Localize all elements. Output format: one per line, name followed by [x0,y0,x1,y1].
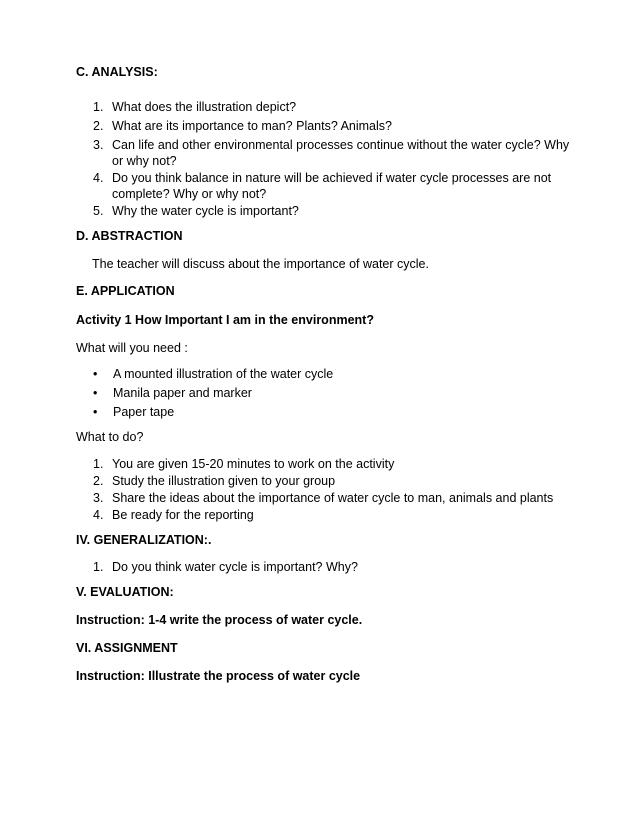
list-number: 4. [93,508,104,522]
list-item [76,385,576,401]
assignment-heading: VI. ASSIGNMENT [76,641,178,655]
list-item [76,118,576,134]
analysis-heading: C. ANALYSIS: [76,65,158,79]
list-item [76,456,576,472]
evaluation-instruction: Instruction: 1-4 write the process of water cycle. [76,613,363,627]
list-text: You are given 15-20 minutes to work on the activity [112,457,395,471]
assignment-instruction: Instruction: Illustrate the process of water cycle [76,669,361,683]
abstraction-text: The teacher will discuss about the importance of water cycle. [92,257,429,271]
list-item [76,559,576,575]
list-number: 1. [93,560,104,574]
list-text: A mounted illustration of the water cycle [113,367,334,381]
list-item [76,170,576,202]
bullet-icon: • [93,386,98,400]
list-text: Share the ideas about the importance of water cycle to man, animals and plants [112,491,554,505]
todo-list [76,456,576,523]
list-item [76,490,576,506]
list-text: Study the illustration given to your group [112,474,336,488]
list-item [76,137,576,169]
list-item [76,507,576,523]
need-list [76,366,576,420]
list-item [76,99,576,115]
list-number: 4. [93,171,104,185]
list-item [76,366,576,382]
list-number: 2. [93,474,104,488]
evaluation-heading: V. EVALUATION: [76,585,174,599]
need-label: What will you need : [76,341,188,355]
list-item [76,404,576,420]
analysis-list [76,99,576,219]
list-text: Do you think water cycle is important? Why? [112,560,358,574]
list-text: Can life and other environmental processes continue without the water cycle? Why or why not? [112,138,570,168]
document-content [76,64,576,684]
list-number: 2. [93,119,104,133]
bullet-icon: • [93,405,98,419]
bullet-icon: • [93,367,98,381]
list-number: 5. [93,204,104,218]
list-number: 1. [93,100,104,114]
todo-label: What to do? [76,430,144,444]
generalization-heading: IV. GENERALIZATION:. [76,533,212,547]
list-number: 3. [93,138,104,152]
list-text: What are its importance to man? Plants? Animals? [112,119,392,133]
list-text: Manila paper and marker [113,386,252,400]
list-text: Be ready for the reporting [112,508,254,522]
abstraction-heading: D. ABSTRACTION [76,229,183,243]
list-text: Do you think balance in nature will be achieved if water cycle processes are not complete? Why or why not? [112,171,552,201]
list-item [76,473,576,489]
list-item [76,203,576,219]
list-number: 1. [93,457,104,471]
list-text: What does the illustration depict? [112,100,297,114]
list-text: Why the water cycle is important? [112,204,299,218]
activity-title: Activity 1 How Important I am in the environment? [76,313,374,327]
list-text: Paper tape [113,405,175,419]
generalization-list [76,559,576,575]
application-heading: E. APPLICATION [76,284,175,298]
list-number: 3. [93,491,104,505]
